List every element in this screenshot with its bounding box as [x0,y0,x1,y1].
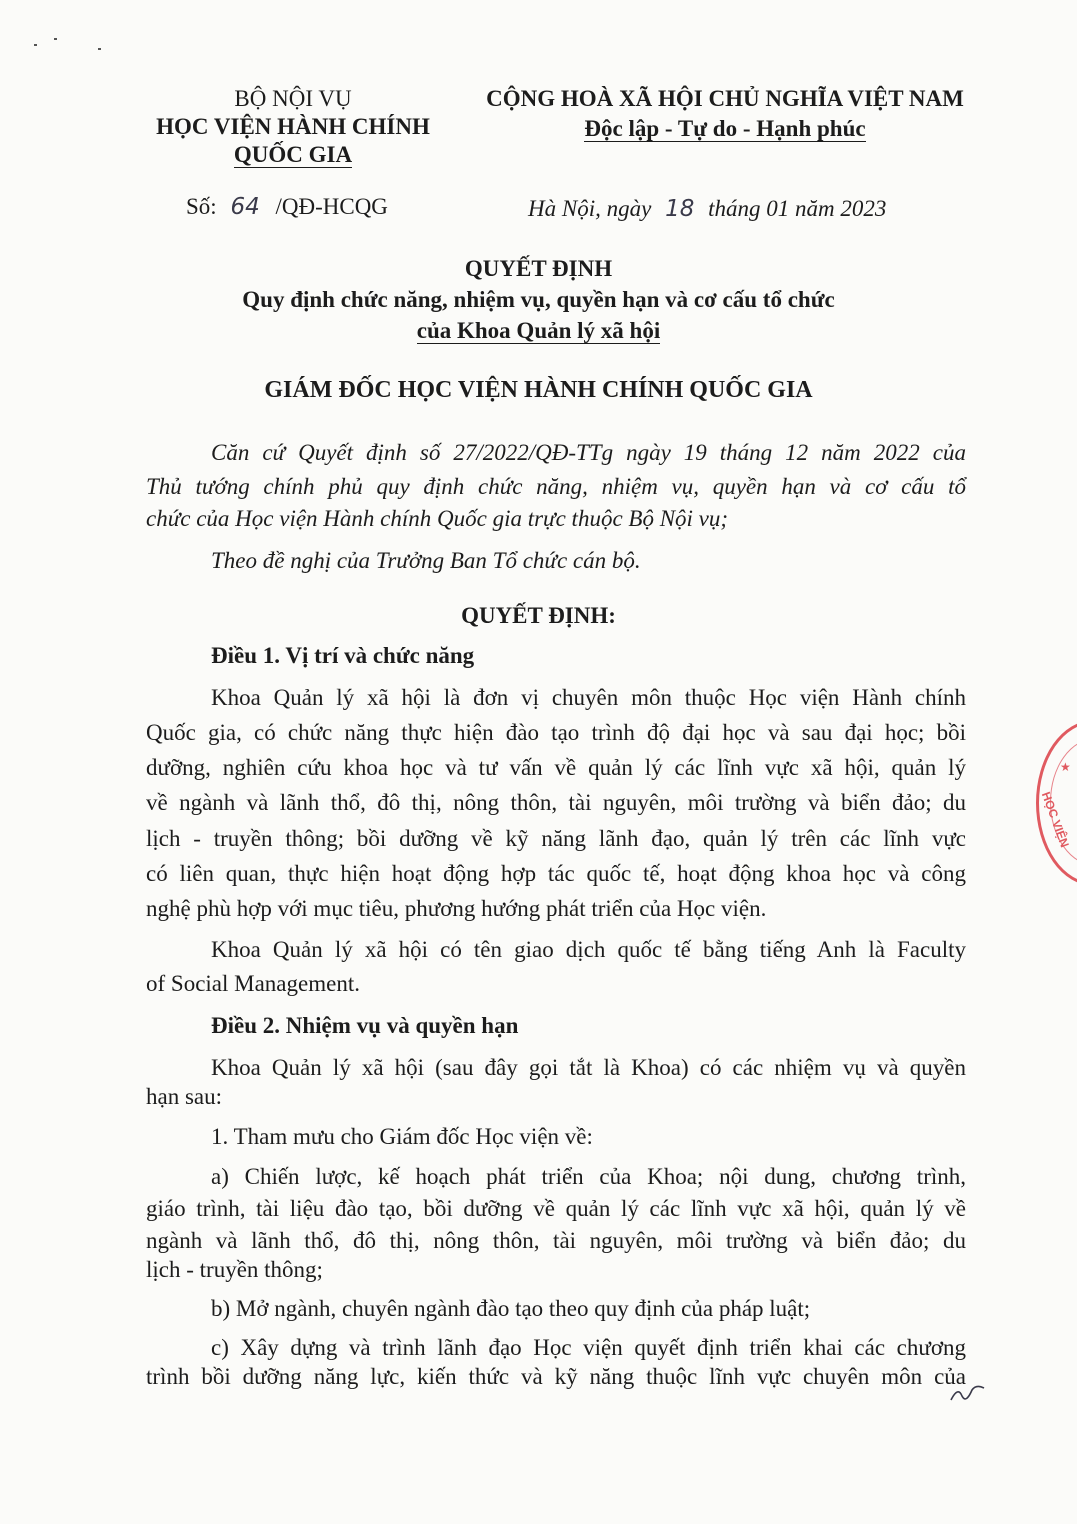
basis-line: chức của Học viện Hành chính Quốc gia trực thuộc Bộ Nội vụ; [146,506,729,531]
national-motto-text: Độc lập - Tự do - Hạnh phúc [584,116,866,141]
scan-speck [98,48,101,50]
scan-speck [54,38,57,40]
article-2-line: ngành và lãnh thổ, đô thị, nông thôn, tài nguyên, môi trường và biển đảo; du [146,1228,966,1253]
initial-signature-mark [948,1380,988,1406]
article-2-line: b) Mở ngành, chuyên ngành đào tạo theo quy định của pháp luật; [211,1296,811,1321]
national-motto [470,114,980,144]
decision-subject-line1: Quy định chức năng, nhiệm vụ, quyền hạn và cơ cấu tổ chức [242,287,835,312]
article-2-line: Khoa Quản lý xã hội (sau đây gọi tắt là Khoa) có các nhiệm vụ và quyền [211,1055,966,1080]
article-2-line: trình bồi dưỡng năng lực, kiến thức và kỹ năng thuộc lĩnh vực chuyên môn của [146,1364,966,1389]
date-suffix: tháng 01 năm 2023 [708,196,887,221]
basis-line: Thủ tướng chính phủ quy định chức năng, nhiệm vụ, quyền hạn và cơ cấu tổ [146,474,966,499]
date-day-handwritten: 18 [665,196,695,222]
decision-title: QUYẾT ĐỊNH [464,256,613,281]
date-prefix: Hà Nội, ngày [528,196,652,221]
article-1-line: of Social Management. [146,971,360,996]
agency-parent: BỘ NỘI VỤ [234,86,352,111]
number-handwritten: 64 [230,194,260,220]
article-1-line: về ngành và lãnh thổ, đô thị, nông thôn, tài nguyên, môi trường và biển đảo; du [146,790,966,815]
article-2-line: a) Chiến lược, kế hoạch phát triển của Khoa; nội dung, chương trình, [211,1164,966,1189]
article-2-item: 1. Tham mưu cho Giám đốc Học viện về: [211,1124,593,1149]
article-2-line: c) Xây dựng và trình lãnh đạo Học viện quyết định triển khai các chương [211,1335,966,1360]
article-2-line: lịch - truyền thông; [146,1257,323,1282]
decision-subject-line2-text: của Khoa Quản lý xã hội [416,318,661,343]
seal-star-icon: ★ [1060,760,1071,774]
document-date [528,196,886,222]
number-prefix: Số: [186,194,217,219]
issuing-authority: GIÁM ĐỐC HỌC VIỆN HÀNH CHÍNH QUỐC GIA [264,377,813,403]
agency-name-line2 [148,140,438,170]
article-1-line: có liên quan, thực hiện hoạt động hợp tác quốc tế, hoạt động khoa học và công [146,861,966,886]
article-1-line: dưỡng, nghiên cứu khoa học và tư vấn về quản lý các lĩnh vực xã hội, quản lý [146,755,966,780]
basis-proposal: Theo đề nghị của Trưởng Ban Tổ chức cán bộ. [211,548,641,573]
scan-speck [34,44,37,46]
article-2-line: hạn sau: [146,1084,223,1109]
national-title: CỘNG HOÀ XÃ HỘI CHỦ NGHĨA VIỆT NAM [486,86,964,111]
agency-name-line2-text: QUỐC GIA [233,142,353,167]
article-2-line: giáo trình, tài liệu đào tạo, bồi dưỡng về quản lý các lĩnh vực xã hội, quản lý về [146,1196,966,1221]
article-1-line: Quốc gia, có chức năng thực hiện đào tạo trình độ đại học và sau đại học; bồi [146,720,966,745]
article-1-line: lịch - truyền thông; bồi dưỡng về kỹ năng lãnh đạo, quản lý trên các lĩnh vực [146,826,966,851]
article-2-heading: Điều 2. Nhiệm vụ và quyền hạn [211,1013,519,1038]
agency-name-line1: HỌC VIỆN HÀNH CHÍNH [156,114,430,139]
article-1-heading: Điều 1. Vị trí và chức năng [211,643,475,668]
article-1-line: Khoa Quản lý xã hội có tên giao dịch quốc tế bằng tiếng Anh là Faculty [211,937,966,962]
basis-line: Căn cứ Quyết định số 27/2022/QĐ-TTg ngày 19 tháng 12 năm 2022 của [211,440,966,465]
article-1-line: nghệ phù hợp với mục tiêu, phương hướng phát triển của Học viện. [146,896,767,921]
decision-subject-line2 [0,318,1077,344]
number-suffix: /QĐ-HCQG [275,194,388,219]
article-1-line: Khoa Quản lý xã hội là đơn vị chuyên môn thuộc Học viện Hành chính [211,685,966,710]
document-number [186,194,388,220]
seal-text: HỌC VIỆN [1038,790,1072,850]
decision-heading: QUYẾT ĐỊNH: [461,603,616,628]
